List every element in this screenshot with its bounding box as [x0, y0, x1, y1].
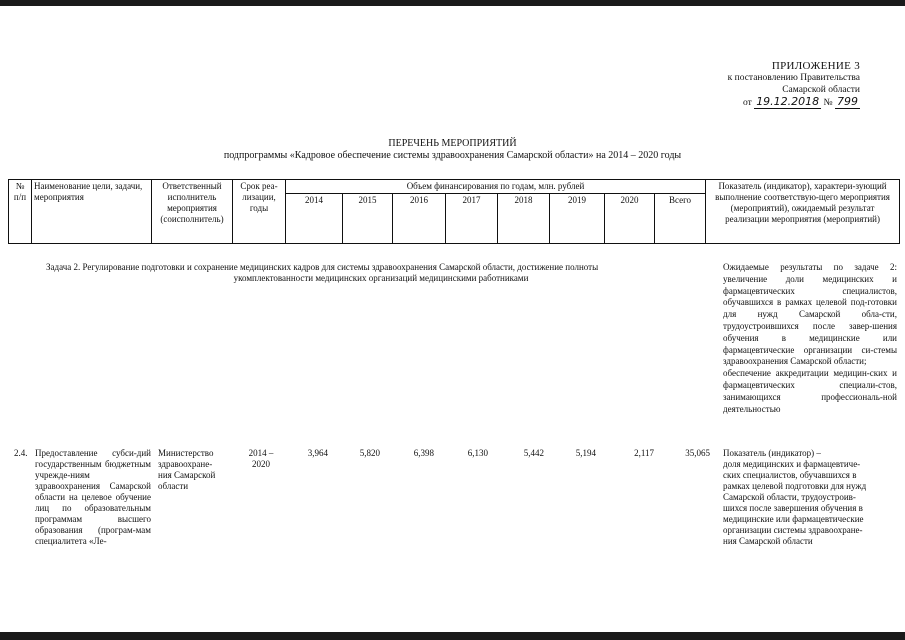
number-prefix: №: [823, 98, 833, 108]
value-2016: 6,398: [413, 448, 434, 458]
appendix-line1: к постановлению Правительства: [727, 73, 860, 83]
task-line2: укомплектованности медицинских организаций медицинскими работниками: [233, 273, 529, 283]
value-2014: 3,964: [307, 448, 328, 458]
document-subtitle: подпрограммы «Кадровое обеспечение системы здравоохранения Самарской области» на 2014 – 2020 годы: [223, 150, 682, 161]
appendix-title: ПРИЛОЖЕНИЕ 3: [771, 60, 860, 72]
header-year-2017: 2017: [446, 194, 498, 244]
value-total: 35,065: [685, 448, 710, 458]
value-2019: 5,194: [575, 448, 596, 458]
header-funding: Объем финансирования по годам, млн. рублей: [286, 180, 706, 194]
task-expected-results: Ожидаемые результаты по задаче 2: увеличение доли медицинских и фармацевтических специалистов, обучавшихся в рамках целевой под-готовки для нужд Самарской обла-сти, трудоустроившихся после завер-шения обучения в медицинские или фармацевтические организации си-стемы здравоохранения Самарской области; обеспечение аккредитации медицин-ских и фармацевтических специали-стов, занимающихся профессиональ-ной деятельностью: [723, 262, 897, 414]
measure-number: 2.4.: [14, 448, 28, 458]
handwritten-date: 19.12.2018: [756, 95, 820, 108]
measure-term: 2014 – 2020: [248, 448, 274, 469]
value-2017: 6,130: [467, 448, 488, 458]
header-year-2014: 2014: [286, 194, 343, 244]
measure-indicator: Показатель (индикатор) – доля медицинских и фармацевтиче- ских специалистов, обучавшихся в рамках целевой подготовки для нужд Самарской области, трудоустроив- шихся после завершения обучения в медицинские или фармацевтические организации системы здравоохране- ния Самарской области: [723, 448, 867, 546]
header-total: Всего: [655, 194, 706, 244]
appendix-block: [728, 60, 860, 109]
table-header: [8, 179, 900, 244]
value-2015: 5,820: [359, 448, 380, 458]
header-num: № п/п: [9, 180, 32, 244]
value-2020: 2,117: [634, 448, 654, 458]
header-year-2016: 2016: [393, 194, 446, 244]
header-year-2019: 2019: [550, 194, 605, 244]
header-executor: Ответственный исполнитель мероприятия (соисполнитель): [152, 180, 233, 244]
date-prefix: от: [743, 98, 752, 108]
handwritten-number: 799: [837, 95, 858, 108]
task-line1: Задача 2. Регулирование подготовки и сохранение медицинских кадров для системы здравоохранения Самарской области, достижение полноты: [46, 262, 599, 272]
measure-name: Предоставление субси-дий государственным бюджетным учрежде-ниям здравоохранения Самарской области на целевое обучение лиц по образовательным программам высшего образования (програм-мам специалитета «Ле-: [35, 448, 151, 546]
header-indicator: Показатель (индикатор), характери-зующий выполнение соответствую-щего мероприятия (мероприятий), ожидаемый результат реализации мероприятия (мероприятий): [706, 180, 900, 244]
value-2018: 5,442: [523, 448, 544, 458]
document-title: ПЕРЕЧЕНЬ МЕРОПРИЯТИЙ: [388, 138, 517, 149]
header-year-2018: 2018: [498, 194, 550, 244]
measure-executor: Министерство здравоохране- ния Самарской области: [158, 448, 216, 491]
scan-border-bottom: [0, 632, 905, 640]
appendix-line2: Самарской области: [782, 85, 860, 95]
header-year-2015: 2015: [343, 194, 393, 244]
header-name: Наименование цели, задачи, мероприятия: [32, 180, 152, 244]
appendix-date-line: [728, 96, 860, 109]
header-year-2020: 2020: [605, 194, 655, 244]
document-heading: [0, 138, 905, 162]
scan-border-top: [0, 0, 905, 6]
header-term: Срок реа-лизации, годы: [233, 180, 286, 244]
task-heading: [46, 262, 716, 284]
